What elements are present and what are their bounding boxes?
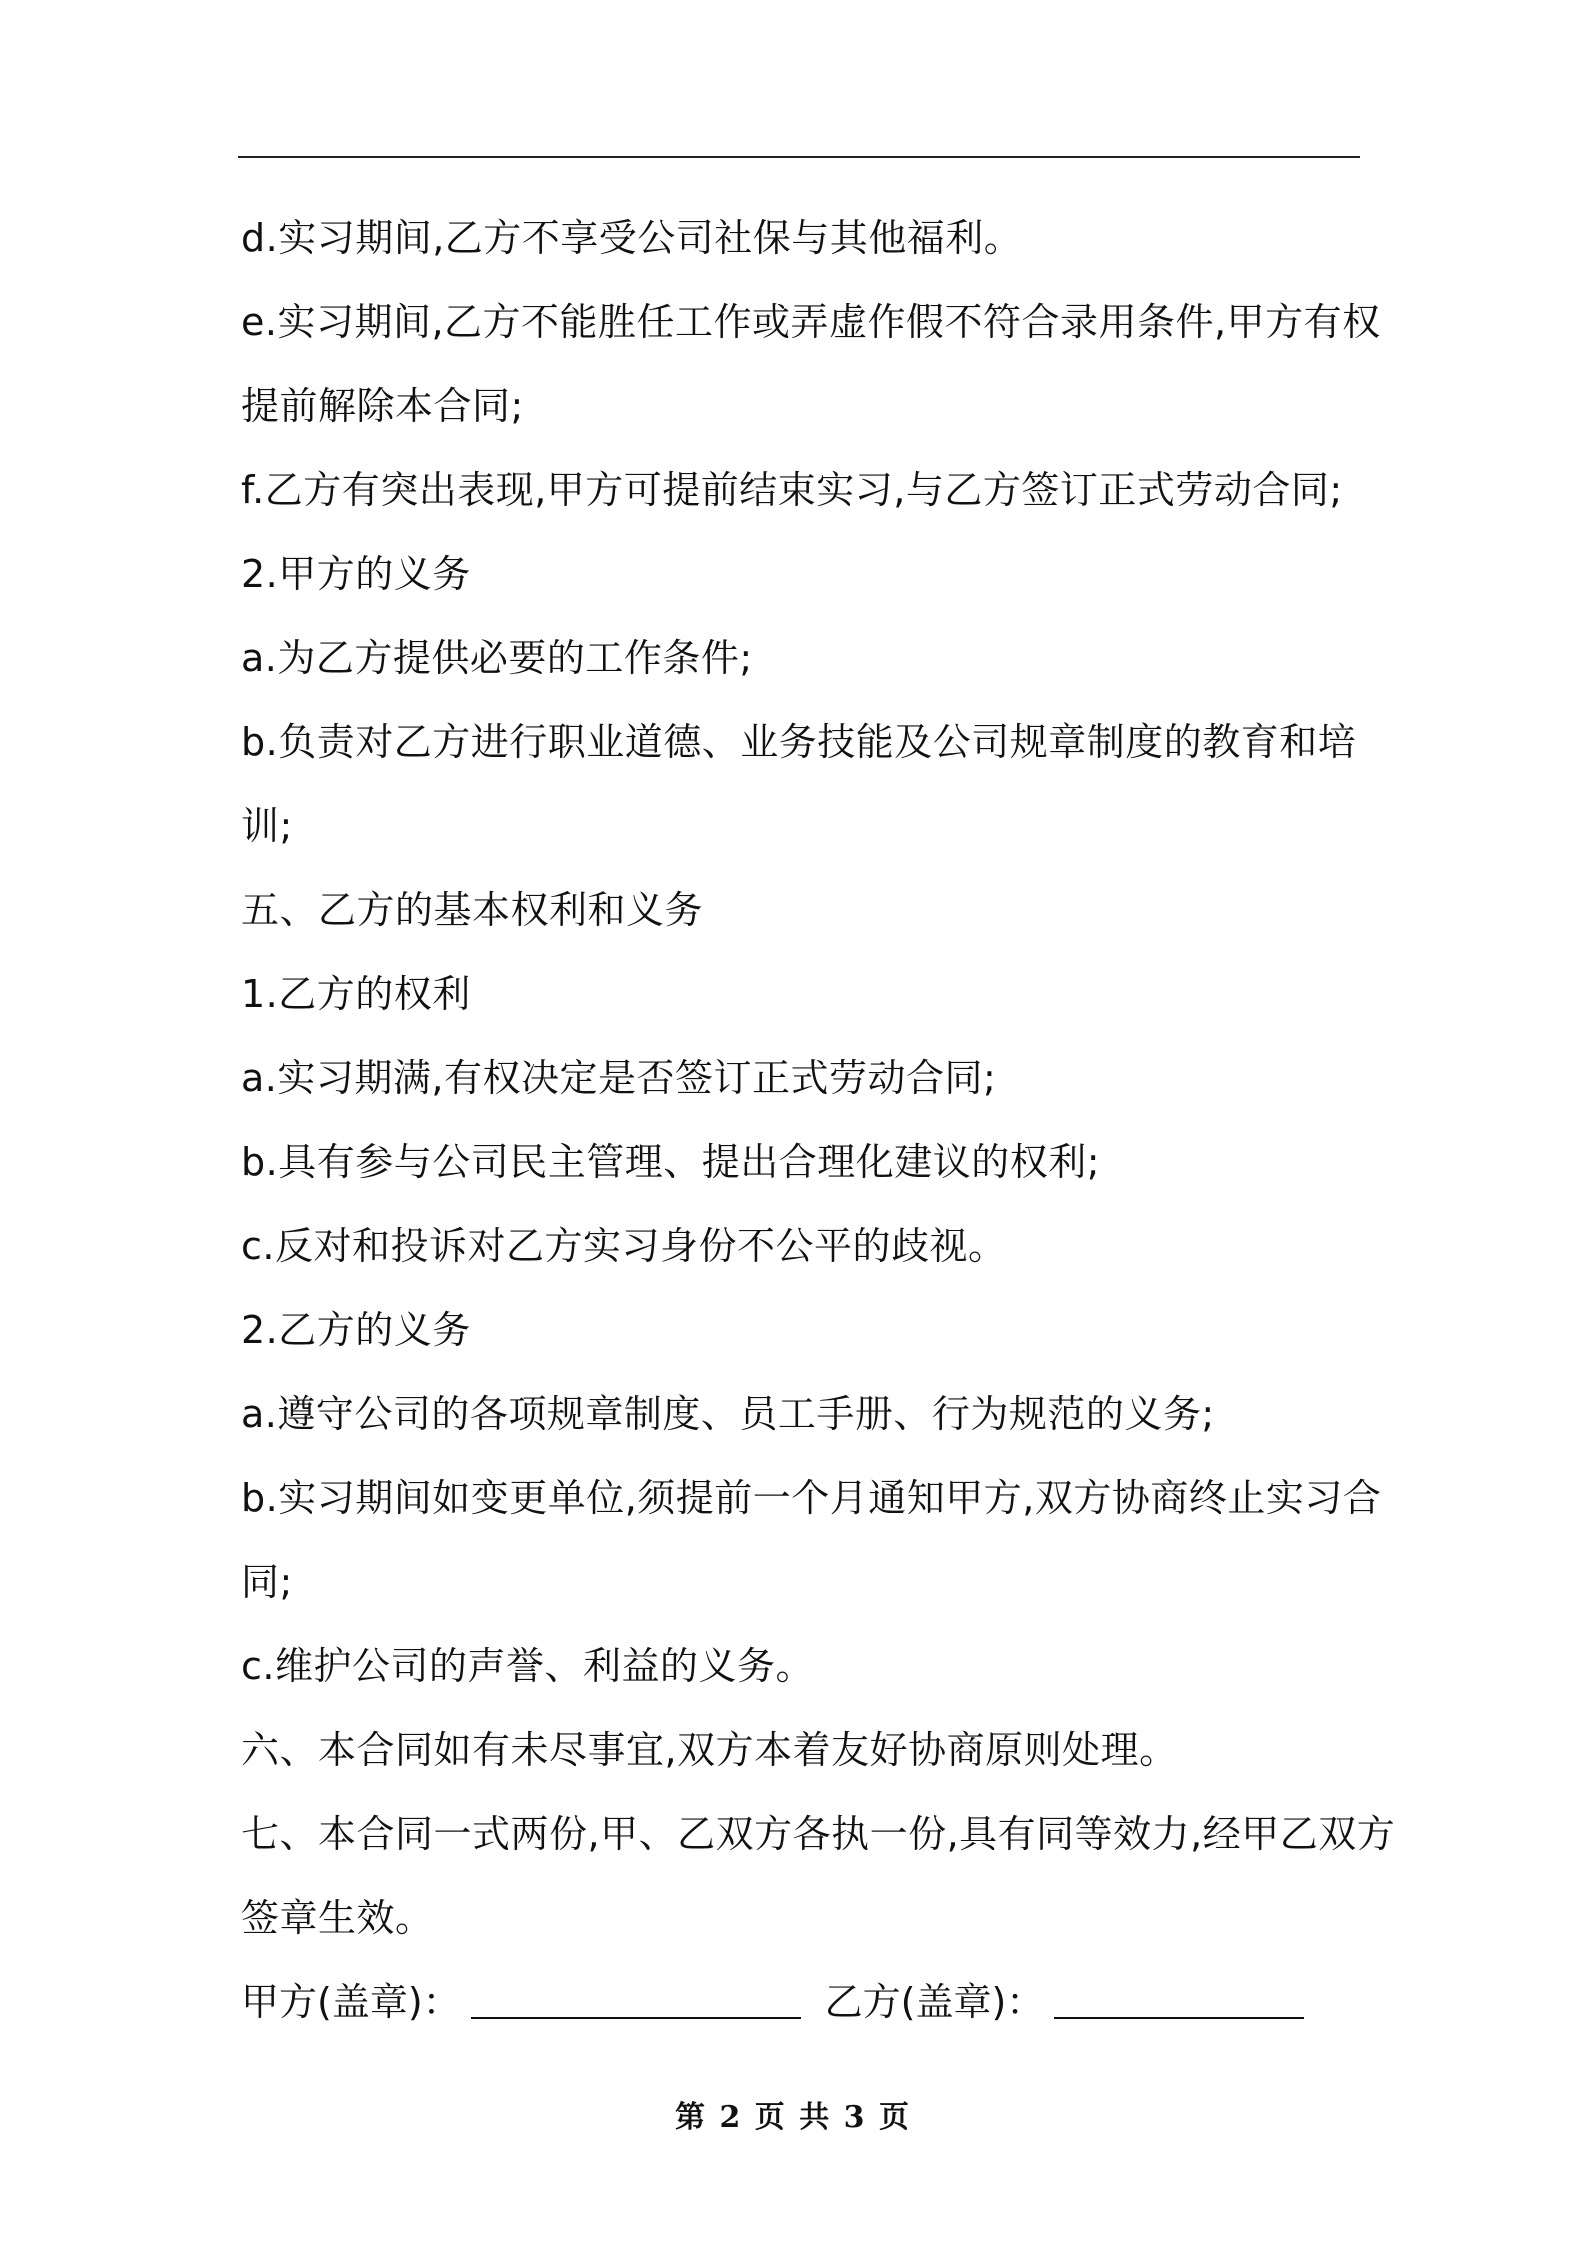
party-b-seal-label: 乙方(盖章)： <box>824 1980 1045 2024</box>
clause-line: a.遵守公司的各项规章制度、员工手册、行为规范的义务; <box>241 1392 1215 1436</box>
signature-row <box>241 1960 1361 2044</box>
clause-line: e.实习期间,乙方不能胜任工作或弄虚作假不符合录用条件,甲方有权 <box>241 300 1381 344</box>
section-heading: 五、乙方的基本权利和义务 <box>241 888 704 932</box>
party-b-seal-blank[interactable] <box>1054 1987 1304 2019</box>
clause-line: a.为乙方提供必要的工作条件; <box>241 636 753 680</box>
contract-body <box>241 196 1396 2044</box>
page-number: 第 2 页 共 3 页 <box>675 2100 911 2135</box>
section-heading: 2.乙方的义务 <box>241 1308 471 1352</box>
clause-line: b.实习期间如变更单位,须提前一个月通知甲方,双方协商终止实习合 <box>241 1476 1382 1520</box>
section-heading: 七、本合同一式两份,甲、乙双方各执一份,具有同等效力,经甲乙双方 <box>241 1812 1396 1856</box>
clause-line: f.乙方有突出表现,甲方可提前结束实习,与乙方签订正式劳动合同; <box>241 468 1343 512</box>
party-a-seal-blank[interactable] <box>471 1987 801 2019</box>
section-heading: 2.甲方的义务 <box>241 552 471 596</box>
clause-line: 签章生效。 <box>241 1896 434 1940</box>
section-heading: 1.乙方的权利 <box>241 972 471 1016</box>
clause-line: 同; <box>241 1560 293 1604</box>
clause-line: c.反对和投诉对乙方实习身份不公平的歧视。 <box>241 1224 1007 1268</box>
clause-line: 提前解除本合同; <box>241 384 524 428</box>
clause-line: 训; <box>241 804 293 848</box>
party-a-seal-label: 甲方(盖章)： <box>241 1980 461 2024</box>
header-rule <box>238 156 1360 158</box>
clause-line: a.实习期满,有权决定是否签订正式劳动合同; <box>241 1056 997 1100</box>
section-heading: 六、本合同如有未尽事宜,双方本着友好协商原则处理。 <box>241 1728 1178 1772</box>
clause-line: b.具有参与公司民主管理、提出合理化建议的权利; <box>241 1140 1101 1184</box>
clause-line: c.维护公司的声誉、利益的义务。 <box>241 1644 814 1688</box>
clause-line: d.实习期间,乙方不享受公司社保与其他福利。 <box>241 216 1023 260</box>
clause-line: b.负责对乙方进行职业道德、业务技能及公司规章制度的教育和培 <box>241 720 1357 764</box>
